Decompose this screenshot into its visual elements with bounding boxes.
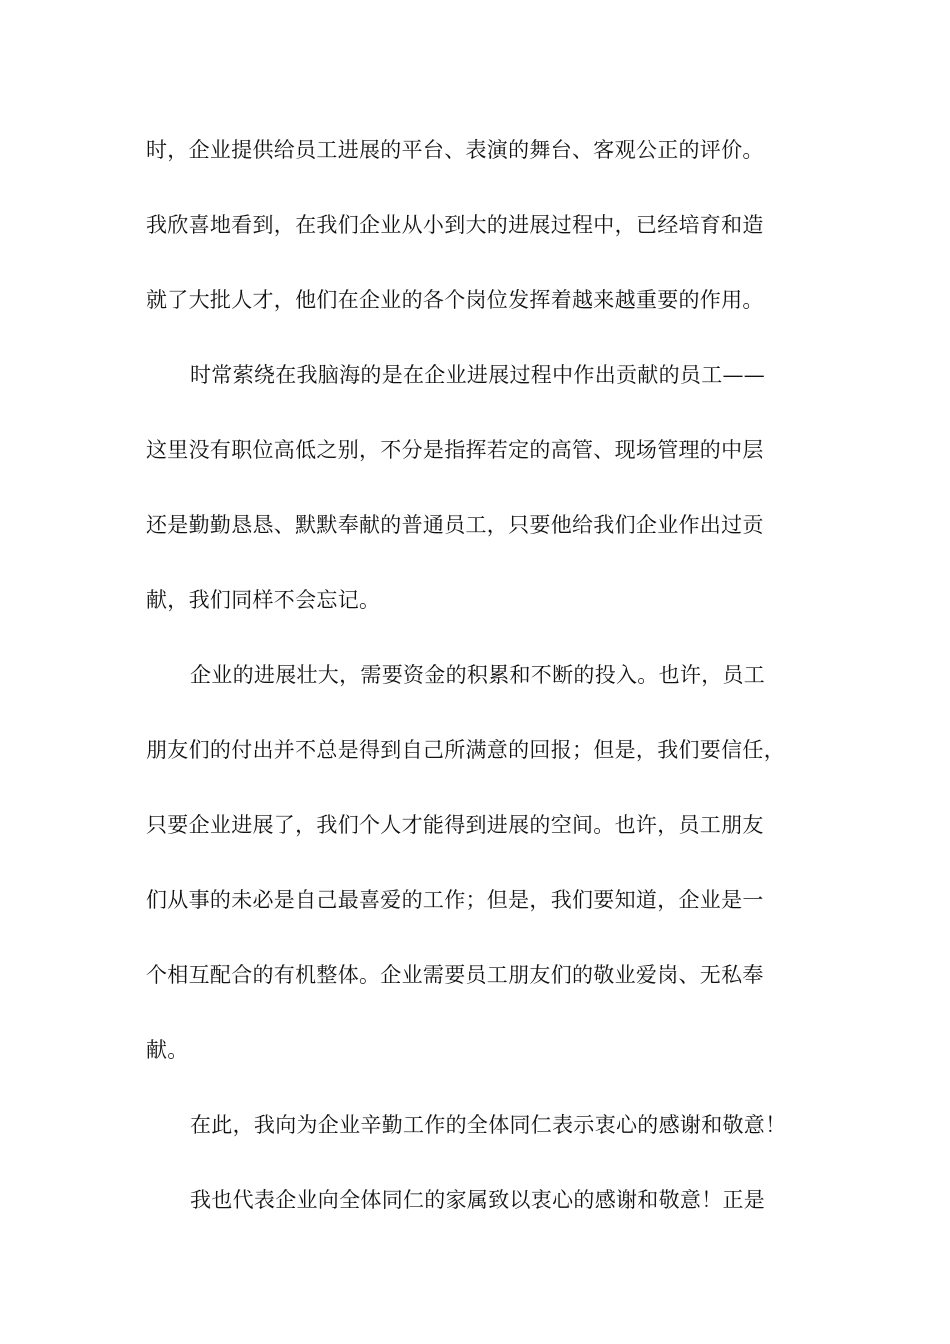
text-line: 献，我们同样不会忘记。: [146, 588, 381, 612]
paragraph-first-line: 在此，我向为企业辛勤工作的全体同仁表示衷心的感谢和敬意！: [190, 1113, 787, 1137]
text-line: 个相互配合的有机整体。企业需要员工朋友们的敬业爱岗、无私奉: [146, 963, 764, 987]
text-line: 还是勤勤恳恳、默默奉献的普通员工，只要他给我们企业作出过贡: [146, 513, 764, 537]
text-line: 时，企业提供给员工进展的平台、表演的舞台、客观公正的评价。: [146, 138, 764, 162]
text-line: 朋友们的付出并不总是得到自己所满意的回报；但是，我们要信任，: [146, 738, 785, 762]
paragraph-first-line: 时常萦绕在我脑海的是在企业进展过程中作出贡献的员工——: [190, 363, 766, 387]
text-line: 这里没有职位高低之别，不分是指挥若定的高管、现场管理的中层: [146, 438, 764, 462]
paragraph-first-line: 企业的进展壮大，需要资金的积累和不断的投入。也许，员工: [190, 663, 766, 687]
text-line: 只要企业进展了，我们个人才能得到进展的空间。也许，员工朋友: [146, 813, 764, 837]
text-line: 我欣喜地看到，在我们企业从小到大的进展过程中，已经培育和造: [146, 213, 764, 237]
paragraph-first-line: 我也代表企业向全体同仁的家属致以衷心的感谢和敬意！正是: [190, 1188, 766, 1212]
text-line: 献。: [146, 1038, 189, 1062]
text-line: 们从事的未必是自己最喜爱的工作；但是，我们要知道，企业是一: [146, 888, 764, 912]
text-line: 就了大批人才，他们在企业的各个岗位发挥着越来越重要的作用。: [146, 288, 764, 312]
